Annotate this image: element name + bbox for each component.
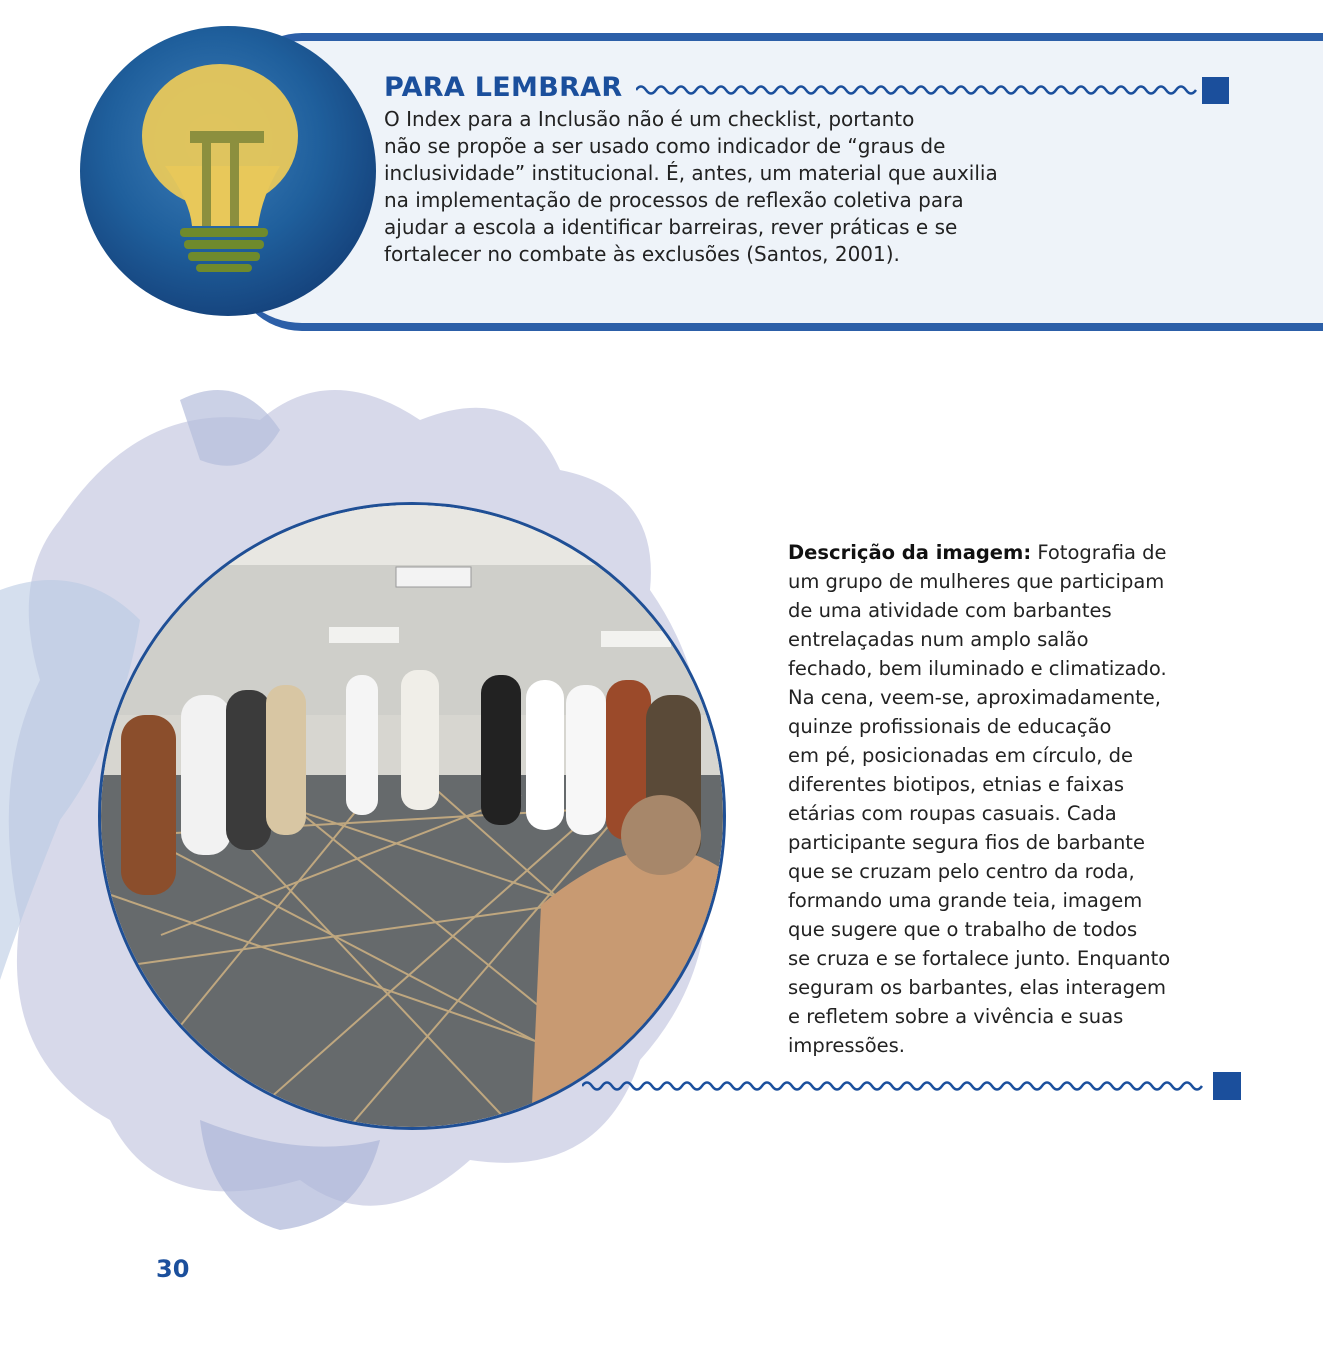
activity-photo	[98, 502, 726, 1130]
description-line: diferentes biotipos, etnias e faixas	[788, 773, 1125, 796]
description-line: participante segura fios de barbante	[788, 831, 1145, 854]
description-line: seguram os barbantes, elas interagem	[788, 976, 1167, 999]
reminder-title: PARA LEMBRAR	[384, 72, 623, 103]
description-line: entrelaçadas num amplo salão	[788, 628, 1089, 651]
description-line: formando uma grande teia, imagem	[788, 889, 1143, 912]
bottom-wave-divider	[582, 1076, 1212, 1096]
reminder-text	[384, 106, 1074, 268]
title-wave-divider	[636, 80, 1206, 100]
description-line: fechado, bem iluminado e climatizado.	[788, 657, 1167, 680]
lightbulb-icon	[80, 26, 376, 316]
description-line: quinze profissionais de educação	[788, 715, 1112, 738]
reminder-line: fortalecer no combate às exclusões (Santos, 2001).	[384, 242, 900, 266]
bottom-square-marker	[1213, 1072, 1241, 1100]
description-line: e refletem sobre a vivência e suas	[788, 1005, 1124, 1028]
reminder-line: inclusividade” institucional. É, antes, um material que auxilia	[384, 161, 998, 185]
description-line: de uma atividade com barbantes	[788, 599, 1112, 622]
lightbulb-badge	[80, 26, 376, 316]
reminder-line: não se propõe a ser usado como indicador de “graus de	[384, 134, 946, 158]
description-line: Na cena, veem-se, aproximadamente,	[788, 686, 1161, 709]
description-line: impressões.	[788, 1034, 905, 1057]
description-line: um grupo de mulheres que participam	[788, 570, 1165, 593]
image-description	[788, 538, 1208, 1060]
description-line: se cruza e se fortalece junto. Enquanto	[788, 947, 1171, 970]
banner-square-marker	[1202, 77, 1229, 104]
description-line: que sugere que o trabalho de todos	[788, 918, 1138, 941]
reminder-line: O Index para a Inclusão não é um checklist, portanto	[384, 107, 915, 131]
image-description-label: Descrição da imagem:	[788, 541, 1032, 564]
description-line: Fotografia de	[1031, 541, 1167, 564]
reminder-line: na implementação de processos de reflexão coletiva para	[384, 188, 964, 212]
page-number: 30	[156, 1255, 190, 1283]
reminder-line: ajudar a escola a identificar barreiras, rever práticas e se	[384, 215, 958, 239]
description-line: etárias com roupas casuais. Cada	[788, 802, 1117, 825]
description-line: em pé, posicionadas em círculo, de	[788, 744, 1134, 767]
description-line: que se cruzam pelo centro da roda,	[788, 860, 1135, 883]
